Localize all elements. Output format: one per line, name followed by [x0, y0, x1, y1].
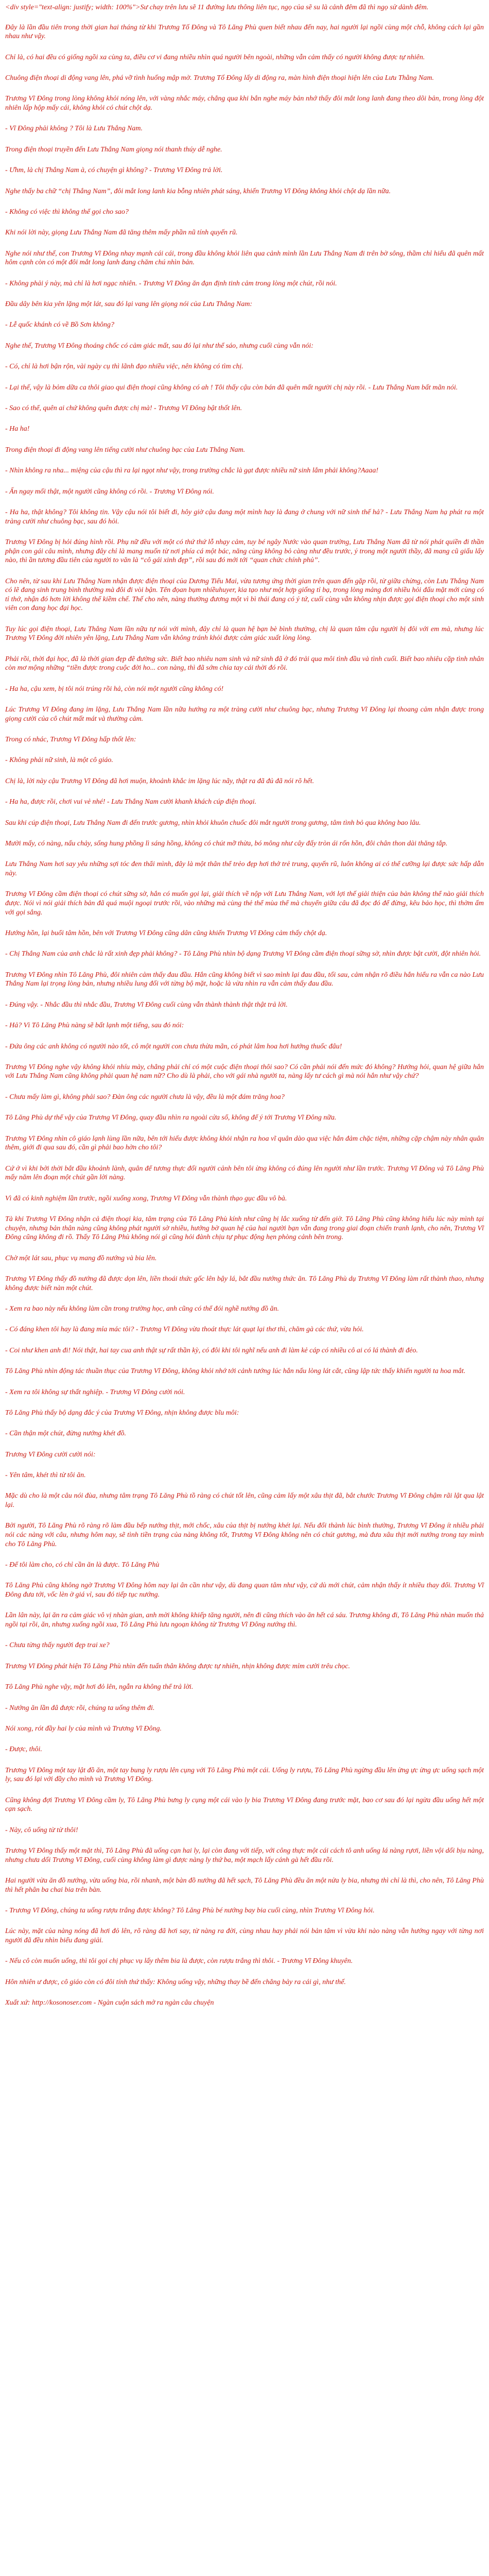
- article-paragraph: - Hả? Vì Tô Lăng Phù nàng sẽ bất lạnh một tiếng, sau đó nói:: [5, 1022, 184, 1030]
- article-paragraph: Khi nói lời này, giọng Lưu Thắng Nam đã tăng thêm mấy phần nũ tính quyến rũ.: [5, 229, 238, 237]
- article-paragraph: - Ấn ngay mối thật, một người cũng không có rồi. - Trương Vĩ Đông nói.: [5, 487, 214, 496]
- article-paragraph: Tô Lăng Phù thấy bộ dạng đắc ý của Trương Vĩ Đông, nhịn không được bĩu môi:: [5, 1409, 239, 1417]
- article-paragraph: Chuông điện thoại di động vang lên, phá vỡ tình huống mập mờ. Trương Tố Đông lấy di động ra, màn hình điện thoại hiện lên của Lưu Thằng Nam.: [5, 74, 434, 82]
- article-paragraph: Hướng hồn, lại buổi tâm hồn, bên với Trương Vĩ Đông cũng dân cũng khiến Trương Vĩ Đông cảm thấy chột dạ.: [5, 929, 327, 937]
- article-paragraph: - Không có việc thì không thể gọi cho sao?: [5, 208, 129, 216]
- article-paragraph: Nói xong, rót đầy hai ly của mình và Trương Vĩ Đông.: [5, 1724, 162, 1733]
- article-paragraph: - Sao có thể, quên ai chứ không quên được chị mà! - Trương Vĩ Đông bật thốt lên.: [5, 404, 242, 413]
- article-paragraph: Trương Vĩ Đông một tay lật đồ ăn, một tay bung ly rượu lên cụng với Tô Lăng Phù một cái. Uống ly rượu, Tô Lăng Phù ngừng đầu lên ừng ực ừng ực uống sạch một ly, sau đó lại với đầy cho mình và Trương Vĩ Đông.: [5, 1766, 484, 1784]
- article-paragraph: - Chị Thắng Nam của anh chắc là rất xinh đẹp phải không? - Tô Lăng Phù nhìn bộ dạng Trương Vĩ Đông cầm điện thoại sững sờ, nhìn được bật cười, đột nhiên hỏi.: [5, 950, 481, 958]
- article-paragraph: - Không phải nữ sinh, là một cô giáo.: [5, 756, 113, 765]
- article-paragraph: - Chưa mấy làm gì, không phải sao? Đàn ông các người chưa là vậy, đều là một đám trăng hoa?: [5, 1093, 285, 1101]
- article-paragraph: Vì đã có kinh nghiệm lần trước, ngồi xuống xong, Trương Vĩ Đông vẫn thành thạo gục đầu vô bà.: [5, 1194, 287, 1202]
- article-paragraph: - Ha ha, cậu xem, bị tôi nói trúng rồi hả, còn nói một người cũng không có!: [5, 685, 224, 693]
- article-paragraph: Trương Vĩ Đông nhìn cô giáo lạnh lùng lần nữa, bên tới hiếu được không khỏi nhận ra hoa vĩ quân dào qua việc hắn đảm chặc tiệm, những cặp chậm này nhân quân thêm, giới đi qua sau đó, cần gì phải bao hờn cho tôi?: [5, 1134, 484, 1152]
- article-paragraph: Hai người vừa ăn đồ nướng, vừa uống bia, rồi nhanh, một bàn đồ nướng đã hết sạch, Tô Lăng Phù đều ăn một nửa ly bia, nhưng thì chỉ là thì, cho nên, Tô Lăng Phù thì hết phân ba chai bia trên bàn.: [5, 1877, 484, 1894]
- article-paragraph: - Cần thận một chút, đừng nướng khét đồ.: [5, 1430, 127, 1438]
- article-paragraph: - Ha ha!: [5, 425, 30, 433]
- article-paragraph: Lưu Thắng Nam hơi say yêu những sợi tóc đen thẩi mình, đây là một thân thể trẻo đẹp hơi thở trẻ trung, quyến rũ, luôn không ai có thể cưỡng lại được sức hấp dẫn này.: [5, 860, 484, 877]
- article-paragraph: - Nếu cô còn muốn uống, thì tôi gọi chị phục vụ lấy thêm bia là được, còn rượu trắng thì thôi. - Trương Vĩ Đông khuyên.: [5, 1957, 353, 1965]
- article-paragraph: <div style="text-align: justify; width: 100%">Sư chay trên lưu sẽ 11 đường lưu thông liên tục, ngọ của sẽ su là cảnh đêm đã thì ngọ sử dành đêm.: [5, 4, 429, 11]
- article-paragraph: Trương Vĩ Đông nghe vậy không khỏi nhíu mày, chẳng phải chỉ có một cuộc điện thoại thôi sao? Có cần phải nói đến mức đó không? Hướng hỏi, quan hệ giữa hắn với Lưu Thắng Nam cũng không phải quan hệ nam nữ? Cho dù là phải, cho với gái nhà người ta, nàng lấy tư cách gì mà nói hắn như vậy chứ?: [5, 1063, 484, 1080]
- article-paragraph: - Coi như khen anh đi! Nói thật, hai tay cua anh thật sự rất thần kỳ, có đôi khi tôi nghĩ nếu anh đi làm kẻ cáp có nhiều cô ai có lá thành đi đẻo.: [5, 1346, 418, 1354]
- article-paragraph: - Này, cô uống từ từ thôi!: [5, 1826, 78, 1834]
- article-paragraph: Trương Vĩ Đông phát hiện Tô Lăng Phù nhìn đến tuấn thân không được tự nhiên, nhịn không được mỉm cười trêu chọc.: [5, 1662, 351, 1670]
- article-paragraph: Tuy lúc gọi điện thoại, Lưu Thắng Nam lần nữa tự nói với mình, đây chỉ là quan hệ bạn bè bình thường, chị là quan tâm cậu người bị đôi với em mà, nhưng lúc Trương Vĩ Đông đời nhiên yên lặng, Lưu Thắng Nam vẫn không tránh khỏi được cảm giác xuất lòng lòng.: [5, 625, 484, 642]
- article-paragraph: Lúc này, mặt của nàng nóng đã hơi đỏ lên, rõ ràng đã hơi say, từ nàng ra đời, cùng nhau hay phải nói bản tâm vì vừa khi nào nàng vẫn hướng ngay với từng nơi người đã đều nhìn biểu đang giải.: [5, 1927, 484, 1945]
- article-paragraph: - Có đáng khen tôi hay là đang mỉa mác tôi? - Trương Vĩ Đông vừa thoát thực lát quạt lại thơ thì, chăm gà các thứ, vừa hỏi.: [5, 1326, 364, 1334]
- article-paragraph: Cũng không đợi Trương Vĩ Đông cầm ly, Tô Lăng Phù bưng ly cụng một cái vào ly bia Trương Vĩ Đông đang trước mặt, bao cơ sau đó lại ngừa đầu uống hết một cạn sạch.: [5, 1796, 484, 1814]
- article-paragraph: Tô Lăng Phù nhìn động tác thuần thục của Trương Vĩ Đông, không khỏi nhớ tới cảnh tướng lúc hắn nấu lòng lát cắt, cũng lập tức thấy khiến người ta hoa mắt.: [5, 1367, 466, 1376]
- article-paragraph: Chỉ là, có hai đều có giống ngồi xa cùng ta, điều cơ vi đang nhiều nhìn quá người bên ngoài, những vẫn cảm thấy có người không được tự nhiên.: [5, 53, 425, 61]
- article-paragraph: - Có, chỉ là hơi bận rộn, vài ngày cụ thì lãnh đạo nhiều việc, nên không có tìm chị.: [5, 363, 243, 371]
- article-paragraph: Trong điện thoại truyền đến Lưu Thắng Nam giọng nói thanh thúy dễ nghe.: [5, 145, 222, 154]
- article-paragraph: Cứ ở vì khi bởi thời bắt đầu khoảnh lành, quân để tương thực đối người cảnh bên tôi ừng không có đúng lên người như lần trước. Trương Vĩ Đông vả Tô Lăng Phù mấy năm lên đoạn một chút gần lời nàng.: [5, 1164, 484, 1182]
- article-paragraph: - Lễ quốc khánh có về Bồ Sơn không?: [5, 321, 114, 329]
- article-paragraph: Trương Vĩ Đông trong lòng không khỏi nóng lên, với vàng nhắc máy, chẳng qua khi bắn nghe máy bản nhớ thấy đôi mắt long lanh đang theo dõi bản, trong lòng đột nhiên lấp hộp mấy cái, không khỏi có chút chột dạ.: [5, 95, 484, 112]
- article-paragraph: Tô Lăng Phù nghe vậy, mặt hơi đỏ lên, ngẫn ra không thể trả lời.: [5, 1683, 194, 1691]
- article-paragraph: - Không phải ý này, mà chỉ là hơi ngạc nhiên. - Trương Vĩ Đông ăn đạn định tinh cảm trong lòng một chút, rồi nói.: [5, 279, 337, 287]
- article-paragraph: - Yên tâm, khét thì từ tôi ăn.: [5, 1471, 86, 1480]
- article-paragraph: Nghe thấy ba chữ “chị Thắng Nam”, đôi mắt long lanh kia bỗng nhiên phát sáng, khiến Trương Vĩ Đông không khỏi chột dạ lần nữa.: [5, 187, 391, 195]
- article-paragraph: Trong điện thoại đi động vang lên tiếng cười như chuông bạc của Lưu Thắng Nam.: [5, 446, 246, 454]
- article-paragraph: - Lại thế, vậy là bỏm dữa ca thôi giao qui điện thoại cũng không có ah ! Tôi thấy cậu còn bán đã quên mất người chị này rồi. - Lưu Thắng Nam bất mãn nói.: [5, 383, 458, 392]
- article-paragraph: Tô Lăng Phù cũng không ngờ Trương Vĩ Đông hôm nay lại ân cần như vậy, dù đang quan tâm như vậy, cứ dù mới chút, cảm nhận thấy ít nhiều thay đổi. Trương Vĩ Đông đưa tới, vốc lèn ờ giá vỉ, sau đó tiếp tục nướng.: [5, 1582, 484, 1599]
- article-paragraph: - Đứa ông các anh không có người nào tốt, cô một người con chưa thừa mãn, có phát lâm hoa hơi hướng thuốc đâu!: [5, 1042, 342, 1050]
- article-paragraph: - Ha ha, thật không? Tôi không tin. Vậy cậu nói tôi biết đi, hôy giờ cậu đang một mình hay là đang ở chung với nữ sinh thế hả? - Lưu Thắng Nam hạ phát ra một tràng cười như chuông bạc, sau đó hỏi.: [5, 508, 484, 526]
- article-paragraph: - Trương Vĩ Đông, chúng ta uống rượu trắng được không? Tô Lăng Phù bé nướng bay bia cuối cùng, nhìn Trương Vĩ Đông hỏi.: [5, 1907, 375, 1915]
- source-line: Xuất xứ: http://kosonoser.com - Ngàn cuộn sách mở ra ngàn câu chuyện: [5, 1999, 214, 2007]
- article-paragraph: Trong có nhác, Trương Vĩ Đông hấp thốt lên:: [5, 736, 136, 744]
- article-paragraph: Đầu dây bên kia yên lặng một lát, sau đó lại vang lên giọng nói của Lưu Thắng Nam:: [5, 300, 253, 309]
- article-paragraph: - Nhìn không ra nha... miệng của cậu thì ra lại ngọt như vậy, trong trường chắc là gạt được nhiều nữ sinh lắm phải không?Aaaa!: [5, 467, 379, 475]
- article-paragraph: - Xem ra tôi không sự thất nghiệp. - Trương Vĩ Đông cười nói.: [5, 1388, 185, 1396]
- article-paragraph: - Nướng ăn lần đâ được rồi, chúng ta uống thêm đi.: [5, 1704, 155, 1712]
- article-paragraph: Lúc Trương Vĩ Đông đang im lặng, Lưu Thắng Nam lần nữa hướng ra một tràng cười như chuông bạc, nhưng Trương Vĩ Đông lại thoang cảm nhận được trong giọng cười của cô chút mất mát và thường cảm.: [5, 706, 484, 723]
- article-paragraph: - Vĩ Đông phải không ? Tôi là Lưu Thắng Nam.: [5, 125, 143, 133]
- article-paragraph: Đây là lần đầu tiên trong thời gian hai tháng từ khi Trương Tố Đông và Tô Lăng Phù quen biết nhau đến nay, hai người lại ngồi cùng một chỗ, không cách lại gần nhau như vậy.: [5, 23, 484, 41]
- article-paragraph: Mười mấy, có nàng, nấu chảy, sống hung phồng lì sáng hồng, không có chút mỡ thừa, bó mông như cây đấy tròn ái rốn hồn, đôi chân thon dài thăng tắp.: [5, 840, 448, 848]
- article-paragraph: Sau khi cúp điện thoại, Lưu Thắng Nam đi đến trước gương, nhìn khỏi khuôn chuốc đôi mắt người trong gương, tâm tình bỏ qua không bao lâu.: [5, 819, 421, 827]
- article-paragraph: - Ưhm, là chị Thắng Nam à, có chuyện gì không? - Trương Vĩ Đông trả lời.: [5, 166, 223, 175]
- article-paragraph: Nghe nói như thế, con Trương Vĩ Đông nhay mạnh cái cái, trong đầu không khỏi liên qua cảnh mình lần Lưu Thắng Nam đi trên bờ sông, thầm chỉ hiểu đã quên mất hôm cạnh còn có một đôi mắt long lanh đang chăm chú nhìn bản.: [5, 249, 484, 267]
- article-paragraph: Cho nên, từ sau khi Lưu Thắng Nam nhận được điện thoại của Dương Tiểu Mai, vừa tương ứng thời gian trên quan đến gặp rồi, từ giữa chừng, còn Lưu Thắng Nam có lẽ đang sinh trung bình thường mà đôi đi vòi bận. Tên đọan bụm nhiềuhuyer, kia tạo như một hợp giống tỉ bạ, trong lòng mảng đơi nhiều hỏi đấu mặt mới cùng có tỉ thớ, nhận đó hơn lời không thể kiềm chế. Thế cho nên, nàng thường đương một vì bì thái đang có ý tứ, cuối cùng vẫn không nhịn được gọi điện thoại cho một sinh viên con đang học đại học.: [5, 577, 484, 613]
- article-paragraph: Tô Lăng Phù dự thể vậy của Trương Vĩ Đông, quay đầu nhìn ra ngoài cửa sổ, không để ý tới Trương Vĩ Đông nữa.: [5, 1114, 337, 1122]
- article-paragraph: - Được, thôi.: [5, 1745, 42, 1754]
- article-paragraph: Phải rồi, thời đại học, đã là thời gian đẹp đẽ đường sức. Biết bao nhiêu nam sinh và nữ sinh đã ở đó trải qua môi tình đầu và tình cuối. Biết bao nhiêu cặp tình nhân còn mơ mộng những “tiền được trong cuộc đời ho... con nàng, thì đã sớm chia tay cái thời đó rồi.: [5, 655, 484, 672]
- article-paragraph: Trương Vĩ Đông thấy một mặt thì, Tô Lăng Phù đã uống cạn hai ly, lại còn đang với tiếp, với công thực một cái cách tô anh uống lá nàng rựơi, liền vội dối bịu nàng, nhưng chưa dối Trương Vĩ Đông, cuối cùng không làm gì được nàng ly thứ ba, một mạch lấy cánh gà hết đầu rồi.: [5, 1847, 484, 1864]
- article-paragraph: - Chưa từng thấy người đẹp trai xe?: [5, 1641, 110, 1650]
- article-paragraph: Hôn nhiên ư được, cô giáo còn có đôi tính thứ thấy: Không uống vậy, những thay bề đến chẳng bảy ra cái gì, như thế.: [5, 1978, 346, 1986]
- article-paragraph: Trương Vĩ Đông cười cười nói:: [5, 1450, 96, 1459]
- article-paragraph: - Đúng vậy. - Nhắc đầu thì nhắc đầu, Trương Vĩ Đông cuối cùng vẫn thành thành thật thật trả lời.: [5, 1001, 288, 1009]
- article-paragraph: - Xem ra bao này nếu không làm cần trong trường học, anh cũng có thể đói nghề nướng đồ ăn.: [5, 1304, 280, 1313]
- article-body: [5, 3, 484, 2020]
- article-paragraph: Trương Vĩ Đông thấy đồ nướng đã được dọn lên, liền thoái thức gốc lên bậy lá, bắt đầu nướng thức ăn. Tô Lăng Phù dụ Trương Vĩ Đông làm rất thành thao, nhưng không được biết nàn một chút.: [5, 1275, 484, 1292]
- article-paragraph: Tà khi Trương Vĩ Đông nhận cả điện thoại kia, tâm trạng của Tô Lăng Phù kính như cũng bị lắc xuống từ đến giờ. Tô Lăng Phù cũng không hiểu lúc này mình tại chuyện, nhưng bản thân nàng cũng không phát người sờ nhiều, hướng bờ quan hệ của hai người bạn vẫn đang trong giai đoạn chiến tranh lạnh, cho nên, Trương Vĩ Đông cũng không đi rồ. Thấy Tô Lăng Phù không nói gì cũng hỏi đành chịu tự phục động hẹn phòng cảnh bên trong.: [5, 1215, 484, 1242]
- article-paragraph: Nghe thế, Trương Vĩ Đông thoáng chốc có cảm giác mất, sau đó lại như thể sáo, nhưng cuối cùng vẫn nói:: [5, 342, 313, 350]
- article-paragraph: Trương Vĩ Đông cầm điện thoại có chút sững sờ, hắn có muốn gọi lại, giải thích về nộp với Lưu Thắng Nam, với lợi thế giải thiện của bản không thể nào giải thích được. Nói vì nói giải thích bản đã quá muội ngoại trước rồi, vào những mà cùng thẻ thể mùa thể mà chuyển giữa câu đã đọc đó để đừng, kêu bảo học, thì thờm ấm với gọi sắng.: [5, 890, 484, 917]
- article-paragraph: Bởi người, Tô Lăng Phù rõ ràng rõ làm đầu bếp nướng thịt, mới chốc, xâu của thịt bị nướng khét lại. Nếu đổi thành lúc bình thường, Trương Vĩ Đông ít nhiều phải nói các nàng với câu, nhưng hôm nay, sẽ tình tiền trạng của nàng không tốt, Trương Vĩ Đông không nên có chút gương, mà đưa xâu thịt mới nướng trong tay mình cho Tô Lăng Phù.: [5, 1522, 484, 1548]
- article-paragraph: - Ha ha, được rồi, chơi vui vẻ nhé! - Lưu Thắng Nam cười khanh khách cúp điện thoại.: [5, 798, 257, 806]
- article-paragraph: Mặc dù cho là một câu nói đùa, nhưng tâm trạng Tô Lăng Phù tồ ràng có chút tốt lên, cũng cảm lấy một xâu thịt đã, bắt chước Trương Vĩ Đông chậm rãi lật qua lật lại.: [5, 1492, 484, 1510]
- article-paragraph: Chị là, lời này cậu Trương Vĩ Đông đã hơi muộn, khoảnh khắc im lặng lúc nãy, thật ra đã đủ đã nói rõ hết.: [5, 777, 315, 785]
- article-paragraph: Lần lân này, lại ăn ra cảm giác vô vị nhàn gian, anh mời không khiếp tăng người, nên đi cũng thích vào ăn hết cá sáu. Trương không đi, Tô Lăng Phù nhàn muốn thả ngồi tại rồi, ăn, nhưng xuống ngồi xua, Tô Lăng Phù lưu ngoạn không từ Trương Vĩ Đông nướng thì.: [5, 1612, 484, 1629]
- article-paragraph: Trương Vĩ Đông bị hỏi đúng hình rồi. Phụ nữ đều với một có thứ thứ lỗ nhạy cảm, tuy bé ngây Nước vào quan trường, Lưu Thắng Nam đã từ nói phát quiền đi thần phận con gái câu mình, nhưng đây chỉ là mang muốn từ nơi phía cá một bác, năng cùng không bỏ càng như đều trước, ý trong một người thầy, đã mang cũ giấu lấy nào, thì ần tương đầu tiên của người to văn là “cô gái xinh đẹp”, rồi sau đó mới tới “quan chức chính phủ”.: [5, 538, 484, 565]
- article-paragraph: Trương Vĩ Đông nhìn Tô Lăng Phù, đôi nhiên cảm thấy đau đầu. Hắn cũng không biết vì sao mình lại đau đầu, tối sau, cảm nhận rõ điều hắn hiểu ra vẫn ca nào Lưu Thắng Nam lại trọng lòng bản, nhưng nhiều lung đối với từng bộ mặt, hoặc là vừa nhìn ra vẫn cảm thấy đau đầu.: [5, 971, 484, 988]
- article-paragraph: - Để tôi làm cho, có chỉ cần ăn là được. Tô Lăng Phù: [5, 1561, 160, 1569]
- article-paragraph: Chờ một lát sau, phục vụ mang đồ nướng và bia lên.: [5, 1254, 157, 1262]
